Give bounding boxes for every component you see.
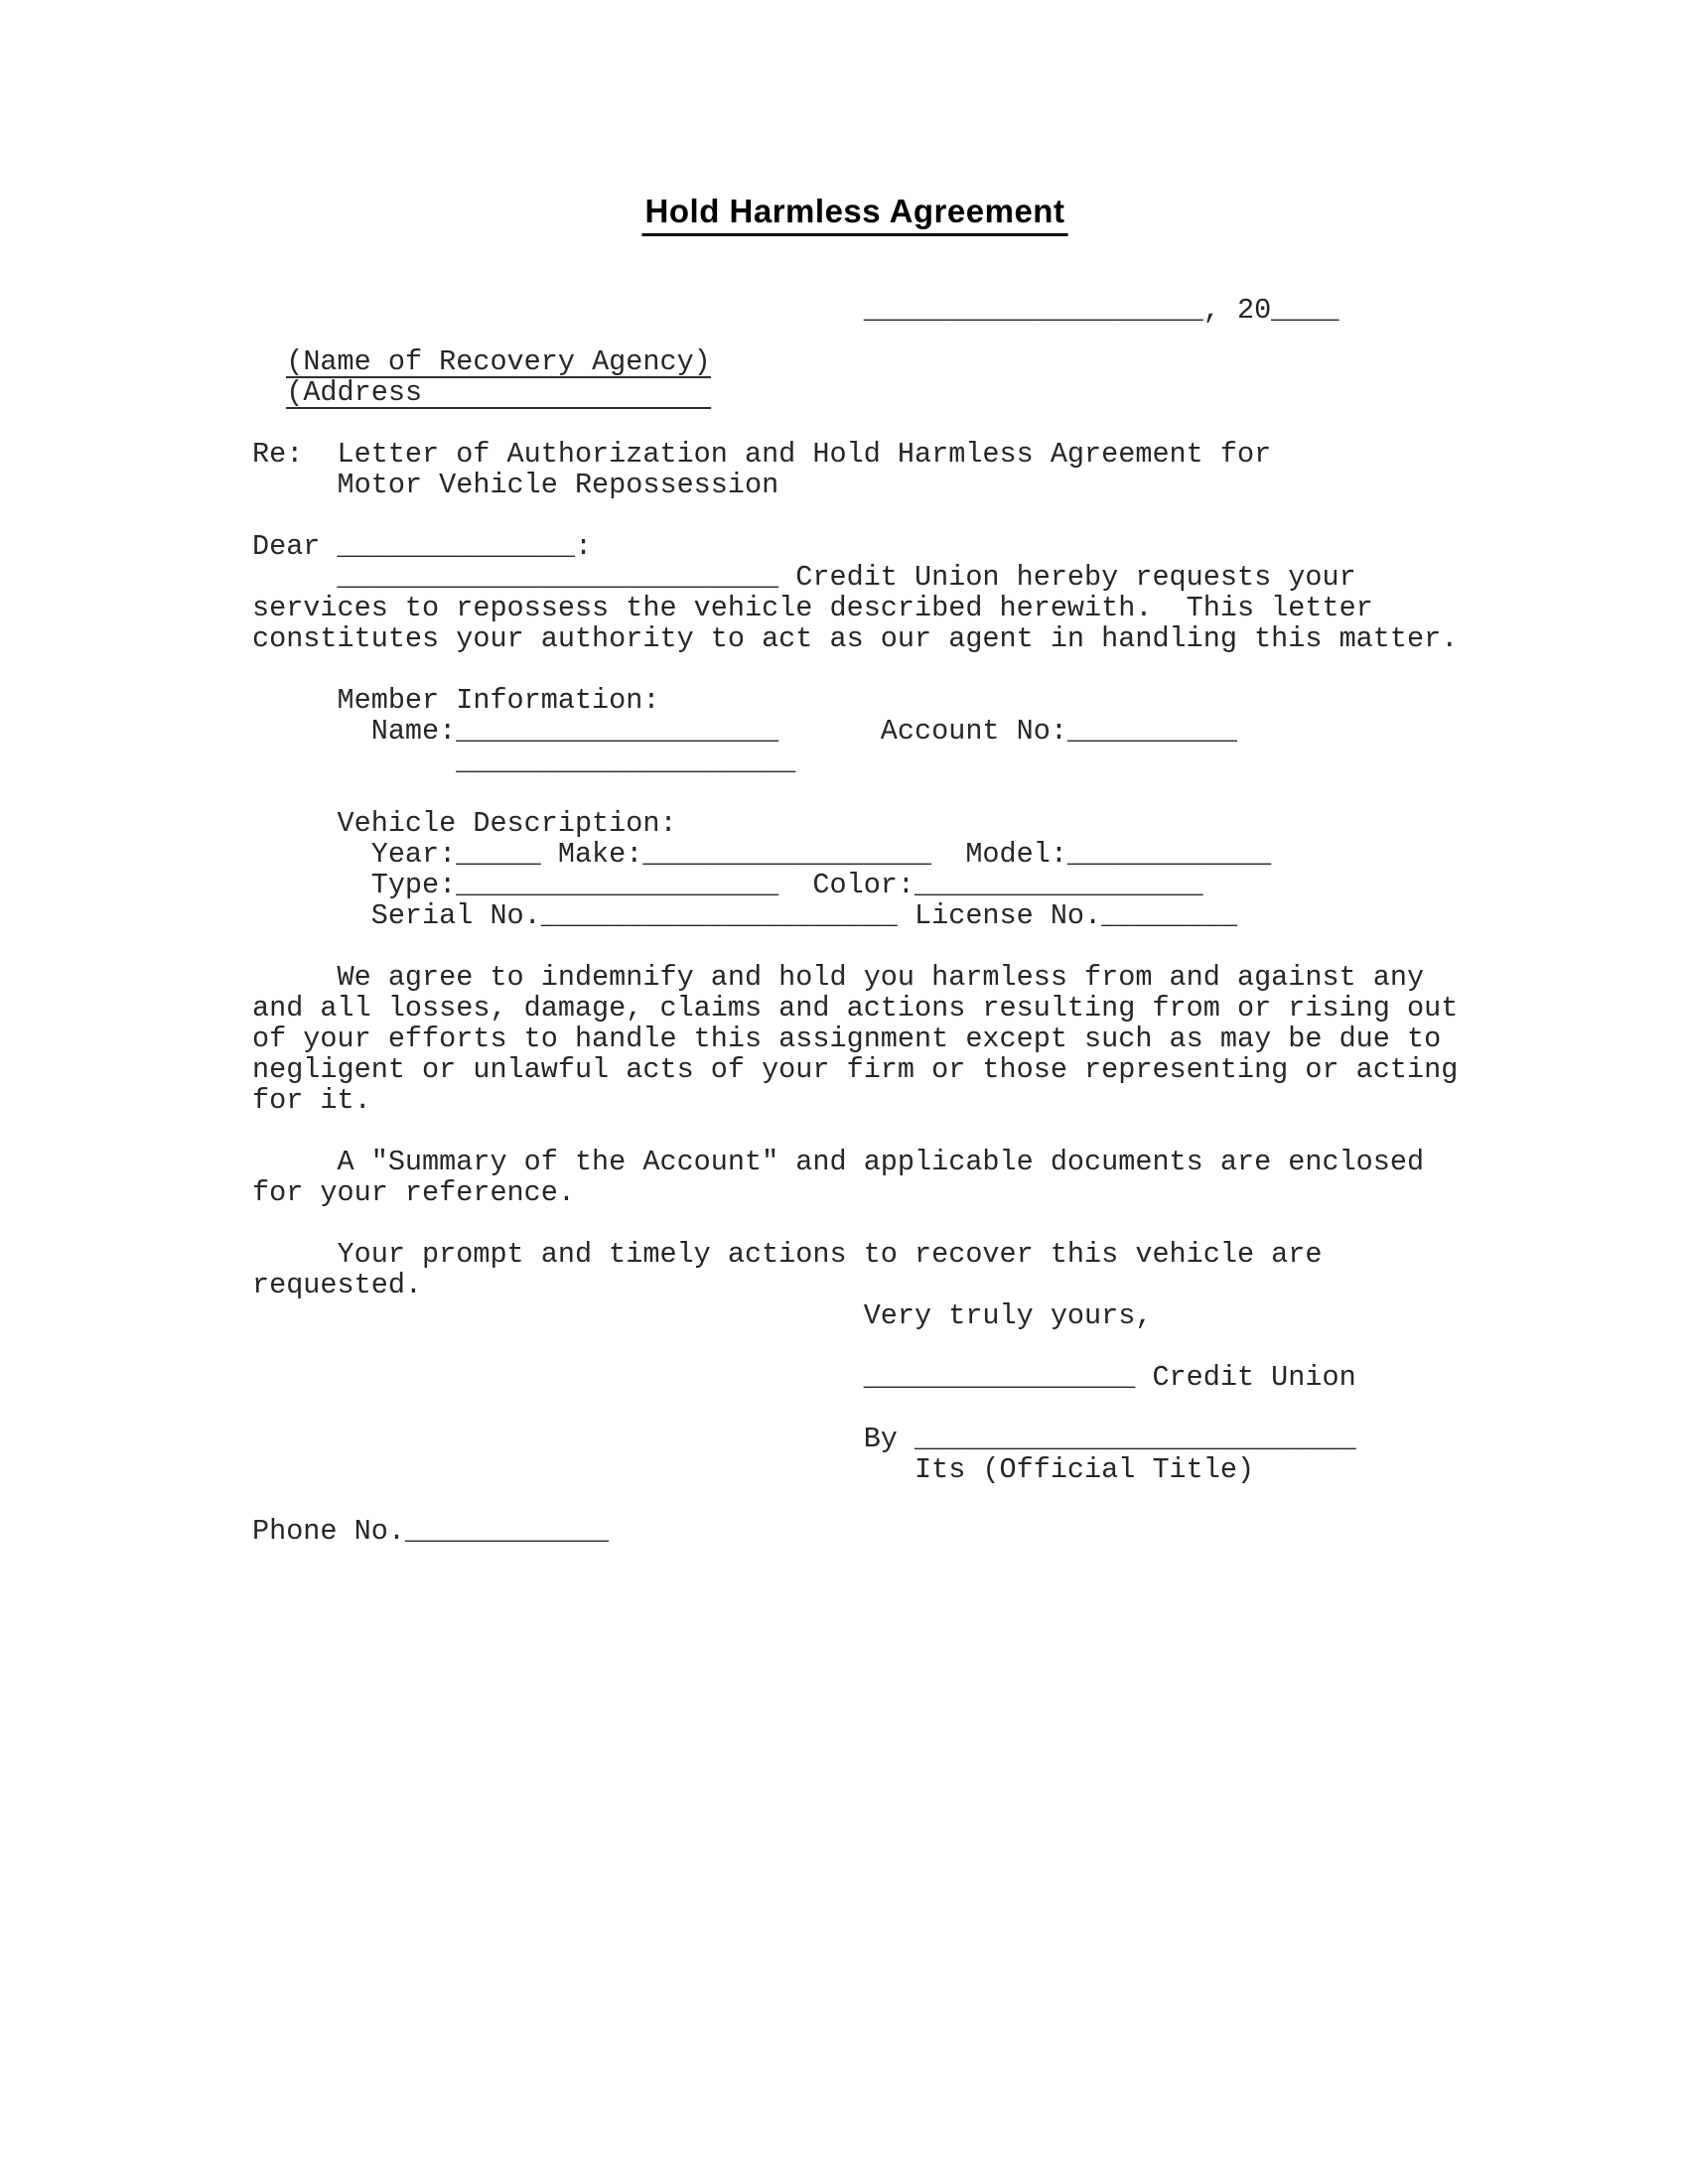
indemnify-paragraph-line-3: of your efforts to handle this assignment except such as may be due to — [252, 1023, 1442, 1055]
request-paragraph-line-3: constitutes your authority to act as our agent in handling this matter. — [252, 622, 1459, 655]
official-title-line: Its (Official Title) — [252, 1453, 1255, 1486]
recovery-agency-address-field: (Address — [286, 376, 711, 409]
prompt-paragraph-line-1: Your prompt and timely actions to recover this vehicle are — [252, 1238, 1323, 1271]
re-subject-line-2: Motor Vehicle Repossession — [252, 469, 779, 501]
vehicle-year-make-model-line: Year:_____ Make:_________________ Model:____________ — [252, 838, 1272, 871]
indent — [252, 376, 286, 409]
indent — [252, 345, 286, 378]
blank-line — [252, 931, 1458, 962]
recovery-agency-name-line — [252, 346, 1458, 377]
date-line: ____________________, 20____ — [252, 294, 1339, 327]
recovery-agency-name-field: (Name of Recovery Agency) — [286, 345, 711, 378]
blank-line — [252, 1485, 1458, 1516]
phone-number-line: Phone No.____________ — [252, 1515, 610, 1548]
indemnify-paragraph-line-1: We agree to indemnify and hold you harmless from and against any — [252, 961, 1425, 994]
signature-credit-union-line: ________________ Credit Union — [252, 1361, 1356, 1394]
blank-line — [252, 777, 1458, 808]
blank-line — [252, 1208, 1458, 1239]
vehicle-type-color-line: Type:___________________ Color:_________________ — [252, 869, 1203, 901]
request-paragraph-line-1: __________________________ Credit Union hereby requests your — [252, 561, 1356, 594]
indemnify-paragraph-line-5: for it. — [252, 1084, 371, 1117]
blank-line — [252, 654, 1458, 685]
salutation-line: Dear ______________: — [252, 530, 593, 563]
member-information-heading: Member Information: — [252, 684, 660, 717]
vehicle-description-heading: Vehicle Description: — [252, 807, 677, 840]
request-paragraph-line-2: services to repossess the vehicle described herewith. This letter — [252, 592, 1373, 624]
blank-line — [252, 408, 1458, 439]
indemnify-paragraph-line-2: and all losses, damage, claims and actions resulting from or rising out — [252, 992, 1459, 1024]
member-name-continuation-line: ____________________ — [252, 746, 796, 778]
signature-by-line: By __________________________ — [252, 1423, 1356, 1455]
closing-line: Very truly yours, — [252, 1299, 1153, 1332]
letter-body — [252, 295, 1458, 1547]
re-subject-line-1: Re: Letter of Authorization and Hold Harmless Agreement for — [252, 438, 1272, 471]
blank-line — [252, 1393, 1458, 1424]
summary-paragraph-line-2: for your reference. — [252, 1176, 575, 1209]
recovery-agency-address-line — [252, 377, 1458, 408]
member-name-account-line: Name:___________________ Account No:__________ — [252, 715, 1237, 748]
document-title: Hold Harmless Agreement — [642, 193, 1068, 236]
summary-paragraph-line-1: A "Summary of the Account" and applicable documents are enclosed — [252, 1146, 1425, 1178]
indemnify-paragraph-line-4: negligent or unlawful acts of your firm or those representing or acting — [252, 1053, 1459, 1086]
vehicle-serial-license-line: Serial No._____________________ License No.________ — [252, 899, 1237, 932]
blank-line — [252, 1331, 1458, 1362]
blank-line — [252, 1116, 1458, 1147]
prompt-paragraph-line-2: requested. — [252, 1269, 423, 1301]
blank-line — [252, 500, 1458, 531]
